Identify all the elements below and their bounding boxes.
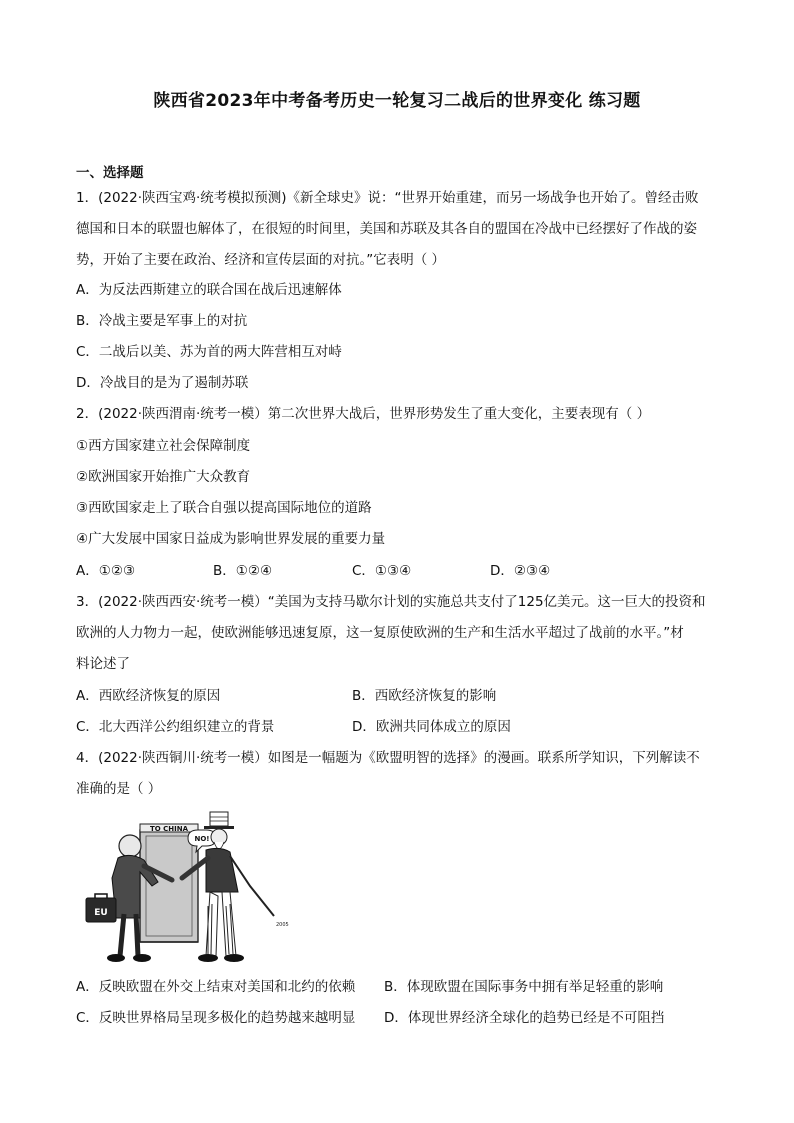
q2-line-1: 2．(2022·陕西渭南·统考一模）第二次世界大战后，世界形势发生了重大变化，主要表现有（ ） <box>76 406 651 422</box>
section-heading: 一、选择题 <box>76 165 144 181</box>
q4-line-2: 准确的是（ ） <box>76 781 162 797</box>
q2-option-d[interactable]: D．②③④ <box>490 563 551 579</box>
speech-text: NO! <box>194 835 210 843</box>
q3-option-a[interactable]: A．西欧经济恢复的原因 <box>76 688 221 704</box>
q3-option-d[interactable]: D．欧洲共同体成立的原因 <box>352 719 511 735</box>
page-title: 陕西省2023年中考备考历史一轮复习二战后的世界变化 练习题 <box>153 91 641 111</box>
door-sign-text: TO CHINA <box>149 825 189 833</box>
q3-option-b[interactable]: B．西欧经济恢复的影响 <box>352 688 497 704</box>
q3-line-3: 料论述了 <box>76 656 130 672</box>
q2-item-3: ③西欧国家走上了联合自强以提高国际地位的道路 <box>76 500 372 516</box>
q4-option-b[interactable]: B．体现欧盟在国际事务中拥有举足轻重的影响 <box>384 979 664 995</box>
cartoon-illustration <box>80 806 306 966</box>
q1-option-a[interactable]: A．为反法西斯建立的联合国在战后迅速解体 <box>76 282 342 298</box>
q4-option-c[interactable]: C．反映世界格局呈现多极化的趋势越来越明显 <box>76 1010 356 1026</box>
q3-option-c[interactable]: C．北大西洋公约组织建立的背景 <box>76 719 275 735</box>
briefcase-text: EU <box>94 908 108 918</box>
q2-item-4: ④广大发展中国家日益成为影响世界发展的重要力量 <box>76 531 386 547</box>
q4-line-1: 4．(2022·陕西铜川·统考一模）如图是一幅题为《欧盟明智的选择》的漫画。联系所学知识，下列解读不 <box>76 750 700 766</box>
q2-option-b[interactable]: B．①②④ <box>213 563 273 579</box>
artist-signature: 2005 <box>276 922 289 928</box>
q1-option-c[interactable]: C．二战后以美、苏为首的两大阵营相互对峙 <box>76 344 342 360</box>
q1-line-3: 势，开始了主要在政治、经济和宣传层面的对抗。”它表明（ ） <box>76 252 446 268</box>
q2-item-1: ①西方国家建立社会保障制度 <box>76 438 251 454</box>
q3-line-1: 3．(2022·陕西西安·统考一模）“美国为支持马歇尔计划的实施总共支付了125亿美元。这一巨大的投资和 <box>76 594 706 610</box>
q2-option-a[interactable]: A．①②③ <box>76 563 136 579</box>
q2-option-c[interactable]: C．①③④ <box>352 563 412 579</box>
q1-line-2: 德国和日本的联盟也解体了，在很短的时间里，美国和苏联及其各自的盟国在冷战中已经摆好了作战的姿 <box>76 221 697 237</box>
q1-option-d[interactable]: D．冷战目的是为了遏制苏联 <box>76 375 249 391</box>
q4-option-a[interactable]: A．反映欧盟在外交上结束对美国和北约的依赖 <box>76 979 356 995</box>
q1-line-1: 1．(2022·陕西宝鸡·统考模拟预测)《新全球史》说：“世界开始重建，而另一场战争也开始了。曾经击败 <box>76 190 699 206</box>
q1-option-b[interactable]: B．冷战主要是军事上的对抗 <box>76 313 248 329</box>
q3-line-2: 欧洲的人力物力一起，使欧洲能够迅速复原，这一复原使欧洲的生产和生活水平超过了战前的水平。”材 <box>76 625 684 641</box>
q4-option-d[interactable]: D．体现世界经济全球化的趋势已经是不可阻挡 <box>384 1010 665 1026</box>
q2-item-2: ②欧洲国家开始推广大众教育 <box>76 469 251 485</box>
